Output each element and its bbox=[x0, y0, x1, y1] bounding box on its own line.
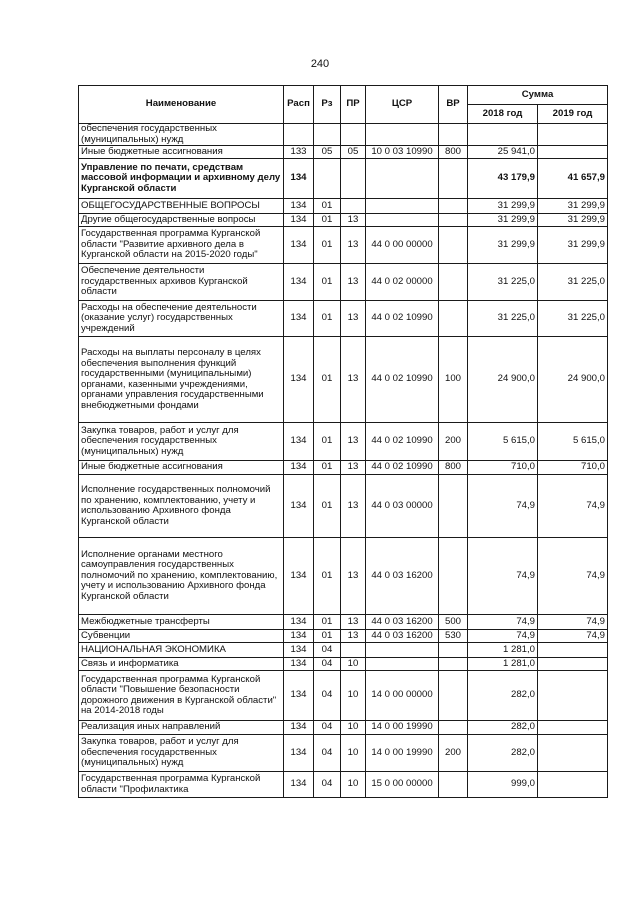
row-sum-2018: 31 225,0 bbox=[468, 264, 538, 301]
budget-table bbox=[78, 85, 608, 798]
row-rasp bbox=[284, 124, 314, 146]
row-rasp: 134 bbox=[284, 643, 314, 658]
row-vr bbox=[439, 772, 468, 798]
table-row bbox=[79, 199, 608, 214]
row-name: Расходы на выплаты персоналу в целях обеспечения выполнения функций государственными (муниципальными) органами, казенными учреждениями, органами управления государственными внебюджетными фондами bbox=[79, 337, 284, 423]
row-sum-2018: 999,0 bbox=[468, 772, 538, 798]
row-name: Связь и информатика bbox=[79, 658, 284, 671]
row-pr: 13 bbox=[341, 475, 366, 538]
table-row bbox=[79, 538, 608, 615]
table-row bbox=[79, 214, 608, 227]
row-rz: 01 bbox=[314, 301, 341, 337]
row-sum-2018: 31 299,9 bbox=[468, 214, 538, 227]
row-name: Исполнение государственных полномочий по хранению, комплектованию, учету и использованию Архивного фонда Курганской области bbox=[79, 475, 284, 538]
row-vr bbox=[439, 214, 468, 227]
row-sum-2019: 31 225,0 bbox=[538, 264, 608, 301]
row-vr bbox=[439, 671, 468, 721]
row-rasp: 133 bbox=[284, 146, 314, 159]
row-name: Субвенции bbox=[79, 630, 284, 643]
row-pr: 05 bbox=[341, 146, 366, 159]
row-pr: 10 bbox=[341, 735, 366, 772]
row-name: Реализация иных направлений bbox=[79, 721, 284, 735]
row-vr bbox=[439, 124, 468, 146]
table-row bbox=[79, 671, 608, 721]
table-row bbox=[79, 615, 608, 630]
row-vr: 500 bbox=[439, 615, 468, 630]
row-sum-2018: 31 299,9 bbox=[468, 199, 538, 214]
row-sum-2018: 43 179,9 bbox=[468, 159, 538, 199]
row-rasp: 134 bbox=[284, 658, 314, 671]
table-row bbox=[79, 124, 608, 146]
row-rz bbox=[314, 159, 341, 199]
table-row bbox=[79, 658, 608, 671]
row-csr: 44 0 02 10990 bbox=[366, 301, 439, 337]
row-pr: 13 bbox=[341, 461, 366, 475]
row-vr bbox=[439, 475, 468, 538]
row-sum-2018: 1 281,0 bbox=[468, 658, 538, 671]
row-sum-2018: 282,0 bbox=[468, 735, 538, 772]
row-csr: 44 0 03 16200 bbox=[366, 615, 439, 630]
row-sum-2018: 74,9 bbox=[468, 615, 538, 630]
row-sum-2018: 5 615,0 bbox=[468, 423, 538, 461]
row-sum-2019: 74,9 bbox=[538, 615, 608, 630]
row-rz: 04 bbox=[314, 735, 341, 772]
row-sum-2018: 74,9 bbox=[468, 538, 538, 615]
header-vr: ВР bbox=[439, 86, 468, 124]
row-pr bbox=[341, 159, 366, 199]
row-name: Государственная программа Курганской области "Повышение безопасности дорожного движения в Курганской области" на 2014-2018 годы bbox=[79, 671, 284, 721]
row-name: Иные бюджетные ассигнования bbox=[79, 461, 284, 475]
row-rz: 01 bbox=[314, 264, 341, 301]
table-row bbox=[79, 630, 608, 643]
row-rasp: 134 bbox=[284, 671, 314, 721]
row-sum-2019: 5 615,0 bbox=[538, 423, 608, 461]
row-sum-2018: 31 225,0 bbox=[468, 301, 538, 337]
row-pr bbox=[341, 124, 366, 146]
row-rasp: 134 bbox=[284, 214, 314, 227]
row-name: Государственная программа Курганской области "Профилактика bbox=[79, 772, 284, 798]
row-pr: 10 bbox=[341, 658, 366, 671]
row-csr: 14 0 00 19990 bbox=[366, 735, 439, 772]
row-vr: 200 bbox=[439, 423, 468, 461]
row-csr: 44 0 02 10990 bbox=[366, 337, 439, 423]
row-sum-2019 bbox=[538, 721, 608, 735]
table-row bbox=[79, 301, 608, 337]
row-rz: 01 bbox=[314, 461, 341, 475]
row-name: Иные бюджетные ассигнования bbox=[79, 146, 284, 159]
row-pr bbox=[341, 199, 366, 214]
row-vr bbox=[439, 643, 468, 658]
table-row bbox=[79, 475, 608, 538]
row-sum-2018: 25 941,0 bbox=[468, 146, 538, 159]
row-csr: 44 0 02 10990 bbox=[366, 461, 439, 475]
row-csr: 15 0 00 00000 bbox=[366, 772, 439, 798]
row-sum-2019: 710,0 bbox=[538, 461, 608, 475]
row-sum-2019: 74,9 bbox=[538, 538, 608, 615]
row-rz: 01 bbox=[314, 475, 341, 538]
row-rz: 04 bbox=[314, 658, 341, 671]
row-rasp: 134 bbox=[284, 461, 314, 475]
row-pr: 13 bbox=[341, 337, 366, 423]
row-vr: 800 bbox=[439, 146, 468, 159]
row-csr: 44 0 03 00000 bbox=[366, 475, 439, 538]
row-vr bbox=[439, 658, 468, 671]
row-rz: 01 bbox=[314, 630, 341, 643]
row-sum-2018: 24 900,0 bbox=[468, 337, 538, 423]
row-pr: 13 bbox=[341, 630, 366, 643]
row-sum-2019 bbox=[538, 735, 608, 772]
row-pr: 10 bbox=[341, 772, 366, 798]
row-csr bbox=[366, 199, 439, 214]
row-rz: 01 bbox=[314, 615, 341, 630]
row-pr: 13 bbox=[341, 538, 366, 615]
header-rasp: Расп bbox=[284, 86, 314, 124]
row-rz: 01 bbox=[314, 199, 341, 214]
page-number: 240 bbox=[310, 58, 330, 70]
row-pr: 13 bbox=[341, 301, 366, 337]
row-vr bbox=[439, 721, 468, 735]
row-sum-2018: 1 281,0 bbox=[468, 643, 538, 658]
row-name: Обеспечение деятельности государственных архивов Курганской области bbox=[79, 264, 284, 301]
row-sum-2019 bbox=[538, 671, 608, 721]
row-rasp: 134 bbox=[284, 630, 314, 643]
row-name: Другие общегосударственные вопросы bbox=[79, 214, 284, 227]
row-sum-2018: 31 299,9 bbox=[468, 227, 538, 264]
table-row bbox=[79, 159, 608, 199]
row-rz: 01 bbox=[314, 227, 341, 264]
table-row bbox=[79, 772, 608, 798]
row-sum-2019: 41 657,9 bbox=[538, 159, 608, 199]
table-row bbox=[79, 423, 608, 461]
row-rasp: 134 bbox=[284, 227, 314, 264]
row-csr: 44 0 00 00000 bbox=[366, 227, 439, 264]
row-rasp: 134 bbox=[284, 337, 314, 423]
header-name: Наименование bbox=[79, 86, 284, 124]
row-rasp: 134 bbox=[284, 615, 314, 630]
row-pr: 13 bbox=[341, 264, 366, 301]
row-rasp: 134 bbox=[284, 475, 314, 538]
row-sum-2018 bbox=[468, 124, 538, 146]
row-pr: 13 bbox=[341, 227, 366, 264]
row-vr bbox=[439, 159, 468, 199]
row-sum-2019 bbox=[538, 772, 608, 798]
header-rz: Рз bbox=[314, 86, 341, 124]
row-rasp: 134 bbox=[284, 735, 314, 772]
row-rasp: 134 bbox=[284, 772, 314, 798]
row-csr bbox=[366, 214, 439, 227]
row-vr: 100 bbox=[439, 337, 468, 423]
row-rz: 04 bbox=[314, 721, 341, 735]
table-row bbox=[79, 146, 608, 159]
header-pr: ПР bbox=[341, 86, 366, 124]
row-sum-2019: 24 900,0 bbox=[538, 337, 608, 423]
row-csr: 44 0 02 10990 bbox=[366, 423, 439, 461]
row-pr: 13 bbox=[341, 423, 366, 461]
table-body bbox=[79, 124, 608, 798]
row-rasp: 134 bbox=[284, 721, 314, 735]
row-rz: 05 bbox=[314, 146, 341, 159]
header-2019: 2019 год bbox=[538, 105, 608, 124]
row-vr bbox=[439, 301, 468, 337]
row-rasp: 134 bbox=[284, 159, 314, 199]
row-csr: 14 0 00 19990 bbox=[366, 721, 439, 735]
row-sum-2019: 31 299,9 bbox=[538, 214, 608, 227]
row-csr bbox=[366, 658, 439, 671]
row-name: ОБЩЕГОСУДАРСТВЕННЫЕ ВОПРОСЫ bbox=[79, 199, 284, 214]
row-name: Закупка товаров, работ и услуг для обеспечения государственных (муниципальных) нужд bbox=[79, 735, 284, 772]
row-pr: 13 bbox=[341, 214, 366, 227]
row-name: НАЦИОНАЛЬНАЯ ЭКОНОМИКА bbox=[79, 643, 284, 658]
row-sum-2019: 31 299,9 bbox=[538, 227, 608, 264]
row-pr bbox=[341, 643, 366, 658]
row-pr: 13 bbox=[341, 615, 366, 630]
row-vr bbox=[439, 199, 468, 214]
table-row bbox=[79, 735, 608, 772]
row-name: Государственная программа Курганской области "Развитие архивного дела в Курганской области на 2015-2020 годы" bbox=[79, 227, 284, 264]
row-name: Исполнение органами местного самоуправления государственных полномочий по хранению, комплектованию, учету и использованию Архивного фонда Курганской области bbox=[79, 538, 284, 615]
row-rasp: 134 bbox=[284, 301, 314, 337]
row-csr bbox=[366, 643, 439, 658]
row-sum-2019: 31 299,9 bbox=[538, 199, 608, 214]
row-rz: 01 bbox=[314, 538, 341, 615]
row-sum-2019 bbox=[538, 643, 608, 658]
row-rasp: 134 bbox=[284, 423, 314, 461]
row-sum-2018: 74,9 bbox=[468, 630, 538, 643]
row-pr: 10 bbox=[341, 721, 366, 735]
row-sum-2019 bbox=[538, 146, 608, 159]
row-csr: 14 0 00 00000 bbox=[366, 671, 439, 721]
row-sum-2019: 74,9 bbox=[538, 475, 608, 538]
row-rz: 04 bbox=[314, 671, 341, 721]
row-name: Межбюджетные трансферты bbox=[79, 615, 284, 630]
row-name: Расходы на обеспечение деятельности (оказание услуг) государственных учреждений bbox=[79, 301, 284, 337]
row-csr bbox=[366, 124, 439, 146]
row-rz: 01 bbox=[314, 214, 341, 227]
row-name: Закупка товаров, работ и услуг для обеспечения государственных (муниципальных) нужд bbox=[79, 423, 284, 461]
row-rasp: 134 bbox=[284, 538, 314, 615]
header-csr: ЦСР bbox=[366, 86, 439, 124]
row-sum-2019: 31 225,0 bbox=[538, 301, 608, 337]
row-sum-2019 bbox=[538, 124, 608, 146]
row-rz: 01 bbox=[314, 337, 341, 423]
row-sum-2018: 74,9 bbox=[468, 475, 538, 538]
table-row bbox=[79, 721, 608, 735]
row-rz bbox=[314, 124, 341, 146]
row-rz: 04 bbox=[314, 643, 341, 658]
header-2018: 2018 год bbox=[468, 105, 538, 124]
row-name: обеспечения государственных (муниципальных) нужд bbox=[79, 124, 284, 146]
row-vr bbox=[439, 538, 468, 615]
table-row bbox=[79, 461, 608, 475]
row-rz: 04 bbox=[314, 772, 341, 798]
row-vr bbox=[439, 264, 468, 301]
table-row bbox=[79, 643, 608, 658]
row-vr: 800 bbox=[439, 461, 468, 475]
row-sum-2018: 282,0 bbox=[468, 671, 538, 721]
row-vr: 530 bbox=[439, 630, 468, 643]
row-vr: 200 bbox=[439, 735, 468, 772]
row-vr bbox=[439, 227, 468, 264]
row-csr: 44 0 03 16200 bbox=[366, 538, 439, 615]
row-csr: 10 0 03 10990 bbox=[366, 146, 439, 159]
row-pr: 10 bbox=[341, 671, 366, 721]
row-csr: 44 0 02 00000 bbox=[366, 264, 439, 301]
row-sum-2018: 710,0 bbox=[468, 461, 538, 475]
table-row bbox=[79, 264, 608, 301]
table-row bbox=[79, 337, 608, 423]
row-sum-2018: 282,0 bbox=[468, 721, 538, 735]
row-csr bbox=[366, 159, 439, 199]
table-row bbox=[79, 227, 608, 264]
header-sum: Сумма bbox=[468, 86, 608, 105]
row-rasp: 134 bbox=[284, 264, 314, 301]
row-sum-2019 bbox=[538, 658, 608, 671]
row-csr: 44 0 03 16200 bbox=[366, 630, 439, 643]
row-sum-2019: 74,9 bbox=[538, 630, 608, 643]
row-rz: 01 bbox=[314, 423, 341, 461]
row-rasp: 134 bbox=[284, 199, 314, 214]
row-name: Управление по печати, средствам массовой информации и архивному делу Курганской области bbox=[79, 159, 284, 199]
